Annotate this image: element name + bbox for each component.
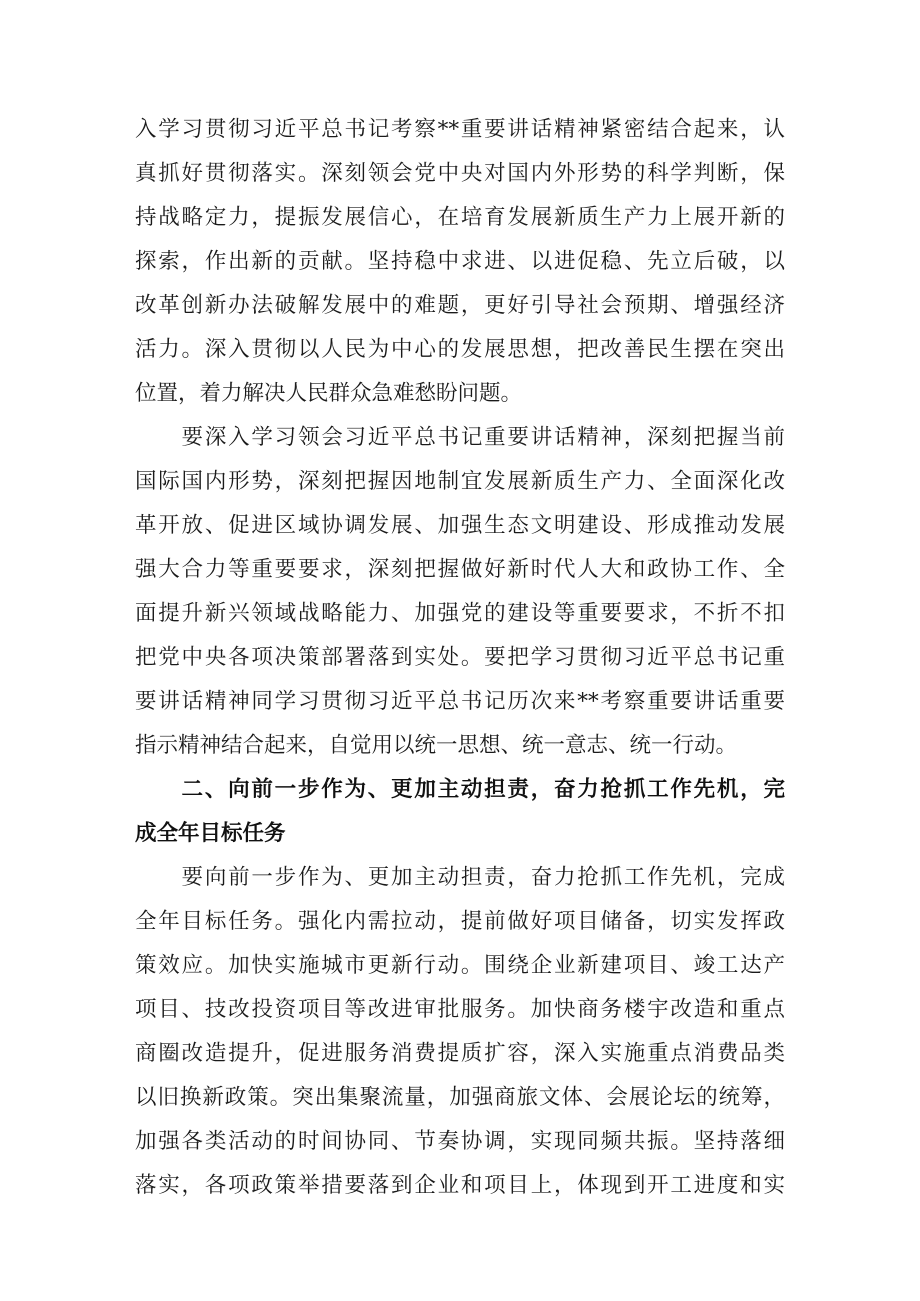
text-line: 项目、技改投资项目等改进审批服务。加快商务楼宇改造和重点 bbox=[135, 997, 785, 1022]
text-line: 加强各类活动的时间协同、节奏协调，实现同频共振。坚持落细 bbox=[135, 1129, 785, 1154]
heading-line: 二、向前一步作为、更加主动担责，奋力抢抓工作先机，完 bbox=[135, 777, 785, 802]
text-line: 革开放、促进区域协调发展、加强生态文明建设、形成推动发展 bbox=[135, 513, 785, 538]
text-line: 真抓好贯彻落实。深刻领会党中央对国内外形势的科学判断，保 bbox=[135, 161, 785, 186]
text-line: 策效应。加快实施城市更新行动。围绕企业新建项目、竣工达产 bbox=[135, 953, 785, 978]
text-line: 把党中央各项决策部署落到实处。要把学习贯彻习近平总书记重 bbox=[135, 645, 785, 670]
paragraph-1 bbox=[135, 108, 785, 416]
text-line: 探索，作出新的贡献。坚持稳中求进、以进促稳、先立后破，以 bbox=[135, 249, 785, 274]
text-line: 活力。深入贯彻以人民为中心的发展思想，把改善民生摆在突出 bbox=[135, 337, 785, 362]
text-line: 改革创新办法破解发展中的难题，更好引导社会预期、增强经济 bbox=[135, 293, 785, 318]
text-line: 落实，各项政策举措要落到企业和项目上，体现到开工进度和实 bbox=[135, 1173, 785, 1198]
heading-line: 成全年目标任务 bbox=[135, 821, 286, 846]
text-line: 以旧换新政策。突出集聚流量，加强商旅文体、会展论坛的统筹， bbox=[135, 1085, 785, 1110]
section-heading bbox=[135, 768, 785, 856]
paragraph-2 bbox=[135, 416, 785, 768]
text-line: 位置，着力解决人民群众急难愁盼问题。 bbox=[135, 381, 523, 406]
text-line: 商圈改造提升，促进服务消费提质扩容，深入实施重点消费品类 bbox=[135, 1041, 785, 1066]
text-line: 指示精神结合起来，自觉用以统一思想、统一意志、统一行动。 bbox=[135, 733, 738, 758]
text-line: 持战略定力，提振发展信心，在培育发展新质生产力上展开新的 bbox=[135, 205, 785, 230]
document-body bbox=[135, 108, 785, 1208]
text-line: 面提升新兴领域战略能力、加强党的建设等重要要求，不折不扣 bbox=[135, 601, 785, 626]
text-line: 国际国内形势，深刻把握因地制宜发展新质生产力、全面深化改 bbox=[135, 469, 785, 494]
paragraph-3 bbox=[135, 856, 785, 1208]
text-line: 要向前一步作为、更加主动担责，奋力抢抓工作先机，完成 bbox=[135, 865, 785, 890]
text-line: 入学习贯彻习近平总书记考察**重要讲话精神紧密结合起来，认 bbox=[135, 117, 785, 142]
text-line: 强大合力等重要要求，深刻把握做好新时代人大和政协工作、全 bbox=[135, 557, 785, 582]
text-line: 要讲话精神同学习贯彻习近平总书记历次来**考察重要讲话重要 bbox=[135, 689, 785, 714]
text-line: 要深入学习领会习近平总书记重要讲话精神，深刻把握当前 bbox=[135, 425, 785, 450]
text-line: 全年目标任务。强化内需拉动，提前做好项目储备，切实发挥政 bbox=[135, 909, 785, 934]
